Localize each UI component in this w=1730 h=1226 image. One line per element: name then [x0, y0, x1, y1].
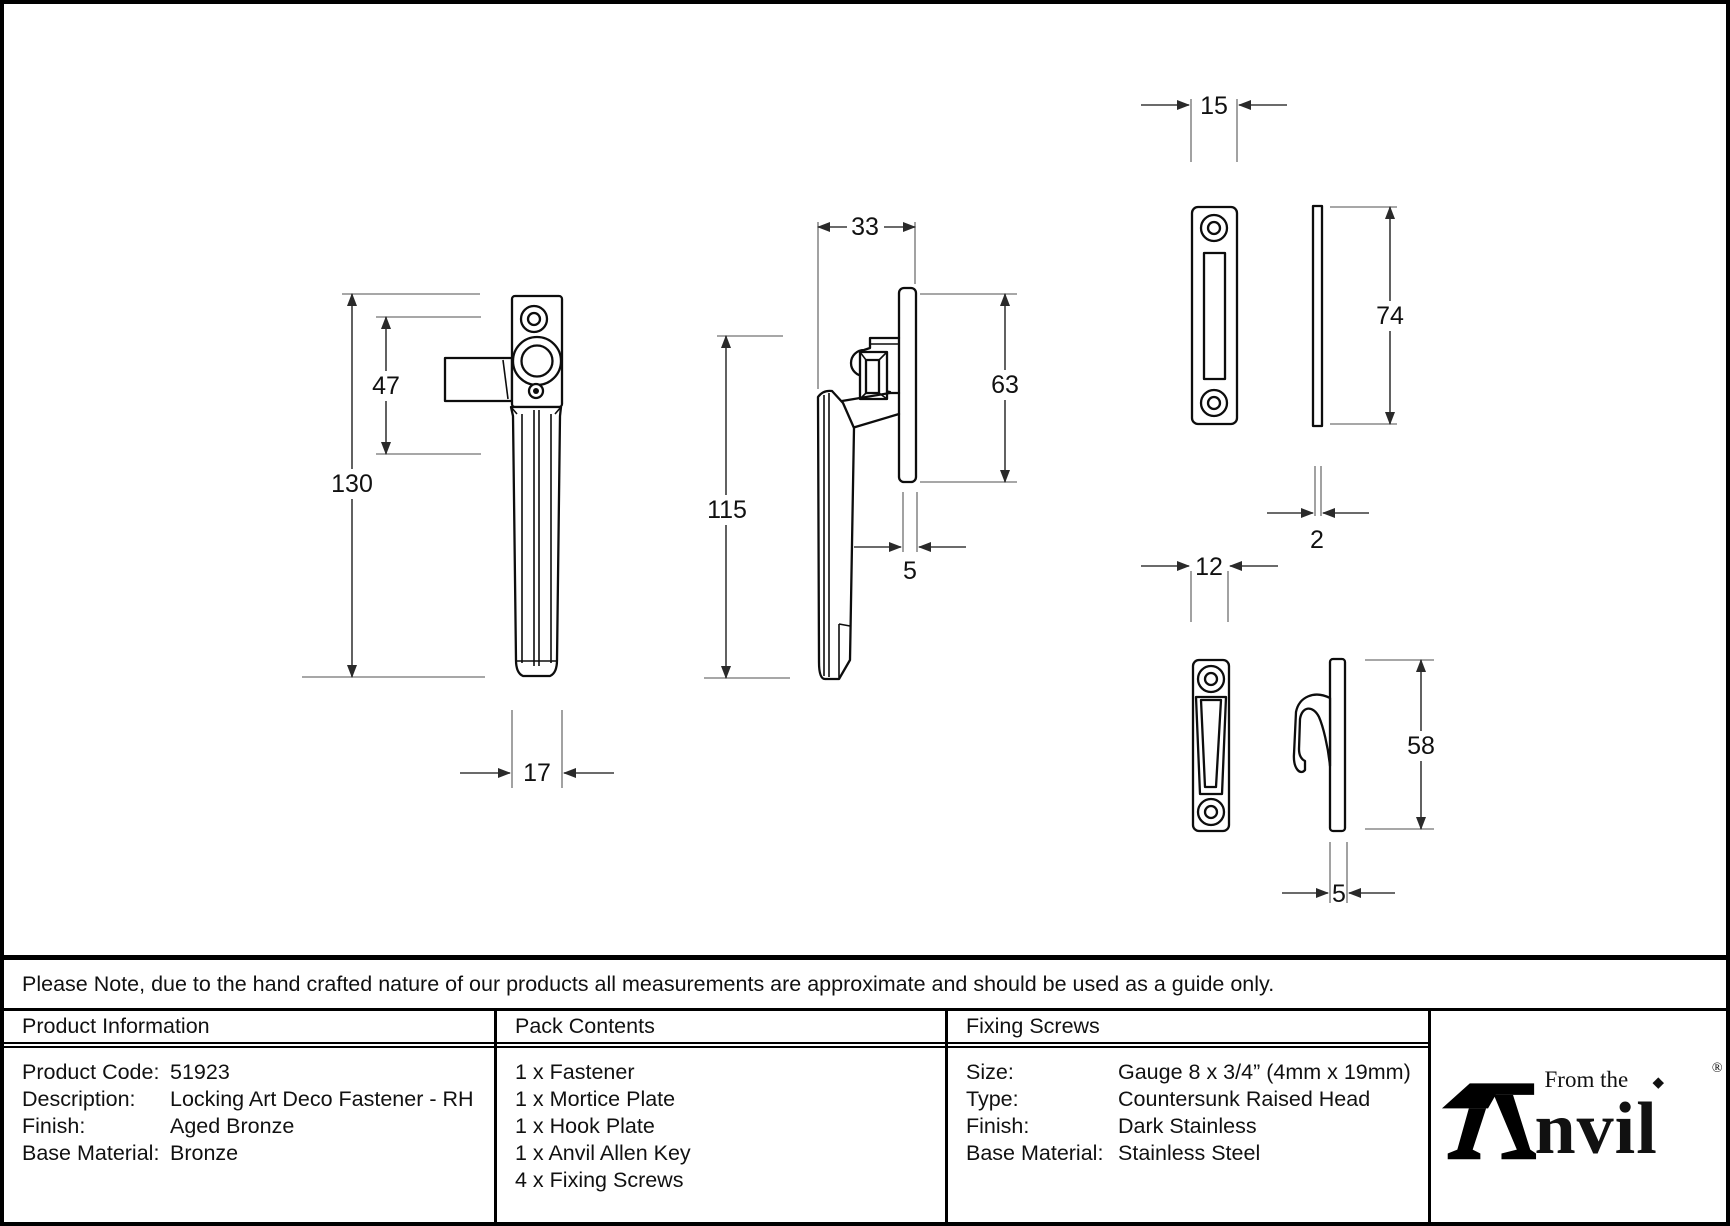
dim-hook-thickness: 5: [1332, 880, 1346, 908]
field-value: Gauge 8 x 3/4” (4mm x 19mm): [1118, 1060, 1411, 1084]
field-label: Size:: [966, 1060, 1014, 1084]
dim-side-height: 115: [707, 496, 747, 524]
pack-item: 4 x Fixing Screws: [515, 1168, 684, 1192]
dim-hook-height: 58: [1407, 732, 1435, 760]
pack-contents-body: [497, 1048, 945, 1194]
dim-side-depth: 33: [851, 213, 879, 241]
field-label: Product Code:: [22, 1060, 160, 1084]
field-value: Countersunk Raised Head: [1118, 1087, 1371, 1111]
product-info-table: [4, 1008, 1726, 1222]
anvil-icon: [1441, 1071, 1537, 1163]
diamond-icon: ◆: [1652, 1073, 1665, 1091]
dim-fastener-width: 17: [523, 759, 551, 787]
technical-drawing-svg: [4, 4, 1726, 955]
fastener-front-view: [302, 294, 614, 788]
dim-mortice-width: 15: [1200, 92, 1228, 120]
fixing-screws-body: [948, 1048, 1428, 1167]
field-label: Base Material:: [22, 1141, 160, 1165]
dim-fastener-height: 130: [331, 470, 373, 498]
logo-text-nvil: nvil: [1534, 1088, 1658, 1171]
field-label: Description:: [22, 1087, 136, 1111]
measurement-note-text: Please Note, due to the hand crafted nature of our products all measurements are approximate and should be used as a guide only.: [22, 971, 1275, 996]
field-label: Type:: [966, 1087, 1019, 1111]
pack-item: 1 x Fastener: [515, 1060, 635, 1084]
product-information-body: [4, 1048, 494, 1167]
pack-item: 1 x Hook Plate: [515, 1114, 655, 1138]
field-value: Bronze: [170, 1141, 239, 1165]
measurement-note: [4, 955, 1726, 1008]
pack-contents-header: Pack Contents: [497, 1011, 945, 1048]
field-value: 51923: [170, 1060, 230, 1084]
registered-trademark-icon: ®: [1711, 1060, 1723, 1076]
brand-logo-cell: [1431, 1011, 1726, 1222]
hook-plate-front-view: [1141, 553, 1278, 831]
fastener-side-view: [702, 212, 1024, 679]
product-information-column: [4, 1011, 497, 1222]
mortice-plate-side-view: [1267, 206, 1409, 554]
dim-hook-width: 12: [1195, 553, 1223, 581]
from-the-anvil-logo: [1441, 1060, 1723, 1171]
logo-text-from-the: From the: [1544, 1066, 1629, 1092]
pack-item: 1 x Mortice Plate: [515, 1087, 676, 1111]
field-value: Aged Bronze: [170, 1114, 295, 1138]
field-label: Finish:: [22, 1114, 86, 1138]
pack-item: 1 x Anvil Allen Key: [515, 1141, 691, 1165]
mortice-plate-front-view: [1141, 92, 1287, 424]
hook-plate-side-view: [1282, 659, 1440, 908]
fixing-screws-header: Fixing Screws: [948, 1011, 1428, 1048]
brand-column: [1431, 1011, 1726, 1222]
field-label: Base Material:: [966, 1141, 1104, 1165]
field-value: Stainless Steel: [1118, 1141, 1261, 1165]
pack-contents-column: [497, 1011, 948, 1222]
dim-mortice-height: 74: [1376, 302, 1404, 330]
product-information-header: Product Information: [4, 1011, 494, 1048]
field-label: Finish:: [966, 1114, 1030, 1138]
dim-fastener-upper: 47: [372, 372, 400, 400]
field-value: Locking Art Deco Fastener - RH: [170, 1087, 474, 1111]
dim-side-plate-height: 63: [991, 371, 1019, 399]
dim-mortice-thickness: 2: [1310, 526, 1324, 554]
field-value: Dark Stainless: [1118, 1114, 1257, 1138]
dim-side-plate-thickness: 5: [903, 557, 917, 585]
fixing-screws-column: [948, 1011, 1431, 1222]
technical-drawing-area: [4, 4, 1726, 955]
